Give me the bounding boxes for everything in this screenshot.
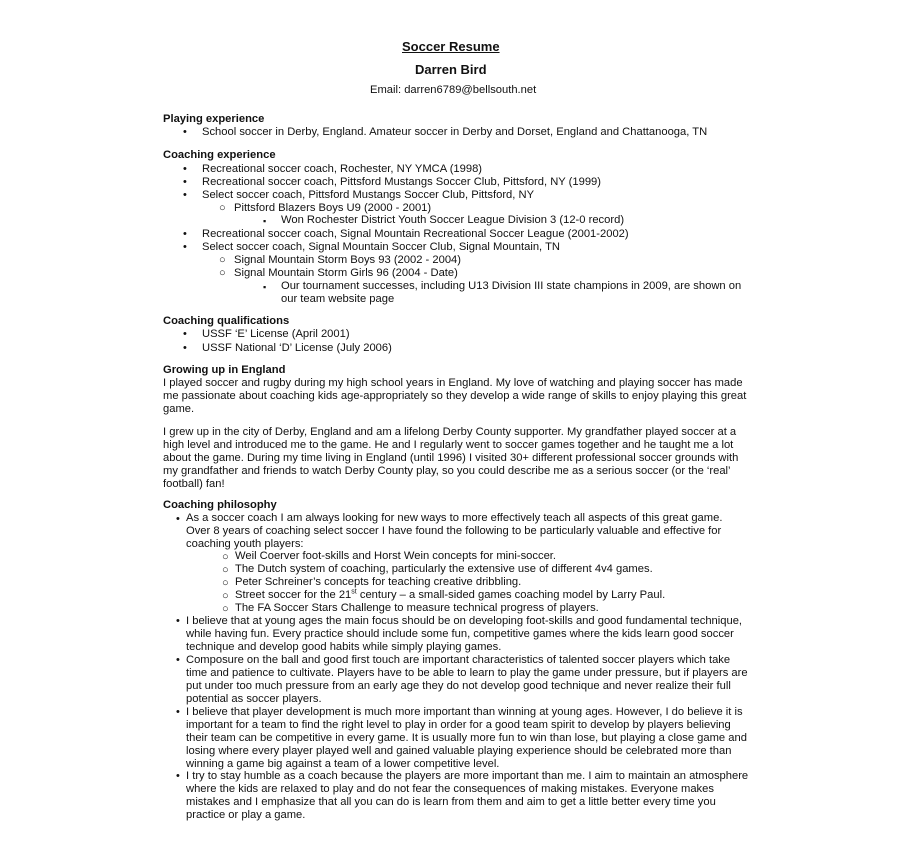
philosophy-line: while having fun. Every practice should include some fun, competitive games where the kids learn good soccer — [186, 628, 734, 640]
coaching-team: Pittsford Blazers Boys U9 (2000 - 2001) — [234, 202, 432, 214]
coaching-achievement: our team website page — [281, 293, 395, 305]
document-title: Soccer Resume — [402, 39, 500, 54]
disc-bullet: • — [176, 615, 180, 627]
square-bullet: ▪ — [263, 282, 267, 292]
philosophy-line: I try to stay humble as a coach because the players are more important than me. I aim to maintain an atmosphere — [186, 770, 749, 782]
disc-bullet: • — [183, 189, 187, 201]
philosophy-sub-item — [235, 589, 665, 602]
playing-item: School soccer in Derby, England. Amateur soccer in Derby and Dorset, England and Chattanooga, TN — [202, 126, 708, 138]
section-heading-philosophy: Coaching philosophy — [163, 499, 277, 511]
section-heading-growing: Growing up in England — [163, 364, 286, 376]
philosophy-line: coaching youth players: — [186, 538, 304, 550]
philosophy-line: mistakes and I emphasize that all you can do is learn from them and aim to get a little better every time you — [186, 796, 716, 808]
philosophy-line: I believe that player development is much more important than winning at young ages. However, I do believe it is — [186, 706, 743, 718]
coaching-team: Signal Mountain Storm Girls 96 (2004 - Date) — [234, 267, 458, 279]
disc-bullet: • — [183, 342, 187, 354]
circle-bullet: ○ — [222, 564, 229, 576]
philosophy-sub-item: The FA Soccer Stars Challenge to measure technical progress of players. — [235, 602, 599, 614]
sub-item-text: century – a small-sided games coaching model by Larry Paul. — [356, 589, 666, 601]
disc-bullet: • — [183, 163, 187, 175]
philosophy-sub-item: Weil Coerver foot-skills and Horst Wein concepts for mini-soccer. — [235, 550, 557, 562]
philosophy-line: their team can be competitive in every game. It is usually more fun to win than lose, but playing a close game and — [186, 732, 747, 744]
author-name: Darren Bird — [415, 62, 487, 77]
coaching-item: Select soccer coach, Signal Mountain Soccer Club, Signal Mountain, TN — [202, 241, 560, 253]
philosophy-line: As a soccer coach I am always looking for new ways to more effectively teach all aspects of this great game. — [186, 512, 723, 524]
coaching-team: Signal Mountain Storm Boys 93 (2002 - 2004) — [234, 254, 461, 266]
coaching-item: Recreational soccer coach, Signal Mountain Recreational Soccer League (2001-2002) — [202, 228, 629, 240]
circle-bullet: ○ — [222, 577, 229, 589]
philosophy-line: practice or play a game. — [186, 809, 306, 821]
section-heading-playing: Playing experience — [163, 113, 265, 125]
disc-bullet: • — [176, 706, 180, 718]
philosophy-sub-item: Peter Schreiner’s concepts for teaching creative dribbling. — [235, 576, 522, 588]
philosophy-line: Over 8 years of coaching select soccer I have found the following to be particularly valuable and effective for — [186, 525, 722, 537]
disc-bullet: • — [183, 241, 187, 253]
square-bullet: ▪ — [263, 216, 267, 226]
email-line: Email: darren6789@bellsouth.net — [370, 84, 537, 96]
philosophy-line: important for a team to find the right level to play in order for a good team spirit to develop by players believing — [186, 719, 731, 731]
circle-bullet: ○ — [222, 603, 229, 615]
paragraph-line: about the game. During my time living in England (until 1996) I visited 30+ different professional soccer grounds with — [163, 452, 739, 464]
circle-bullet: ○ — [222, 551, 229, 563]
philosophy-line: put under too much pressure from an early age they do not develop good technique and never realize their full — [186, 680, 731, 692]
disc-bullet: • — [176, 513, 180, 525]
qualification-item: USSF National ‘D’ License (July 2006) — [202, 342, 392, 354]
coaching-item: Select soccer coach, Pittsford Mustangs Soccer Club, Pittsford, NY — [202, 189, 535, 201]
coaching-item: Recreational soccer coach, Rochester, NY YMCA (1998) — [202, 163, 483, 175]
circle-bullet: ○ — [222, 590, 229, 602]
coaching-achievement: Our tournament successes, including U13 Division III state champions in 2009, are shown on — [281, 280, 742, 292]
coaching-achievement: Won Rochester District Youth Soccer League Division 3 (12-0 record) — [281, 214, 625, 226]
paragraph-line: football) fan! — [163, 478, 225, 490]
philosophy-line: where the kids are relaxed to play and do not fear the consequences of making mistakes. Everyone makes — [186, 783, 714, 795]
paragraph-line: my grandfather and friends to watch Derby County play, so you could describe me as a serious soccer (or the ‘real’ — [163, 465, 731, 477]
philosophy-line: Composure on the ball and good first touch are important characteristics of talented soccer players which take — [186, 654, 731, 666]
disc-bullet: • — [183, 228, 187, 240]
paragraph-line: I grew up in the city of Derby, England and am a lifelong Derby County supporter. My grandfather played soccer at a — [163, 426, 737, 438]
philosophy-line: losing where every player played well and gained valuable playing experience should be celebrated more than — [186, 745, 732, 757]
philosophy-line: I believe that at young ages the main focus should be on developing foot-skills and good fundamental technique, — [186, 615, 743, 627]
circle-bullet: ○ — [219, 267, 226, 279]
coaching-item: Recreational soccer coach, Pittsford Mustangs Soccer Club, Pittsford, NY (1999) — [202, 176, 601, 188]
circle-bullet: ○ — [219, 202, 226, 214]
philosophy-line: time and patience to cultivate. Players have to be able to learn to play the game under pressure, but if players are — [186, 667, 748, 679]
disc-bullet: • — [176, 770, 180, 782]
section-heading-qualifications: Coaching qualifications — [163, 315, 290, 327]
philosophy-line: technique and develop good habits while simply playing games. — [186, 641, 502, 653]
paragraph-line: me passionate about coaching kids age-appropriately so they develop a wide range of skills to enjoy playing this great — [163, 390, 747, 402]
qualification-item: USSF ‘E’ License (April 2001) — [202, 328, 350, 340]
paragraph-line: high level and introduced me to the game. He and I regularly went to soccer games together and he taught me a lot — [163, 439, 734, 451]
disc-bullet: • — [183, 126, 187, 138]
philosophy-line: winning a game big against a team of a lower competitive level. — [186, 758, 500, 770]
disc-bullet: • — [183, 176, 187, 188]
philosophy-sub-item: The Dutch system of coaching, particularly the extensive use of different 4v4 games. — [235, 563, 653, 575]
paragraph-line: game. — [163, 403, 195, 415]
superscript-st: st — [351, 588, 357, 596]
disc-bullet: • — [176, 654, 180, 666]
circle-bullet: ○ — [219, 254, 226, 266]
philosophy-line: potential as soccer players. — [186, 693, 322, 705]
disc-bullet: • — [183, 328, 187, 340]
section-heading-coaching: Coaching experience — [163, 149, 276, 161]
paragraph-line: I played soccer and rugby during my high school years in England. My love of watching and playing soccer has made — [163, 377, 743, 389]
sub-item-text: Street soccer for the 21 — [235, 589, 352, 601]
